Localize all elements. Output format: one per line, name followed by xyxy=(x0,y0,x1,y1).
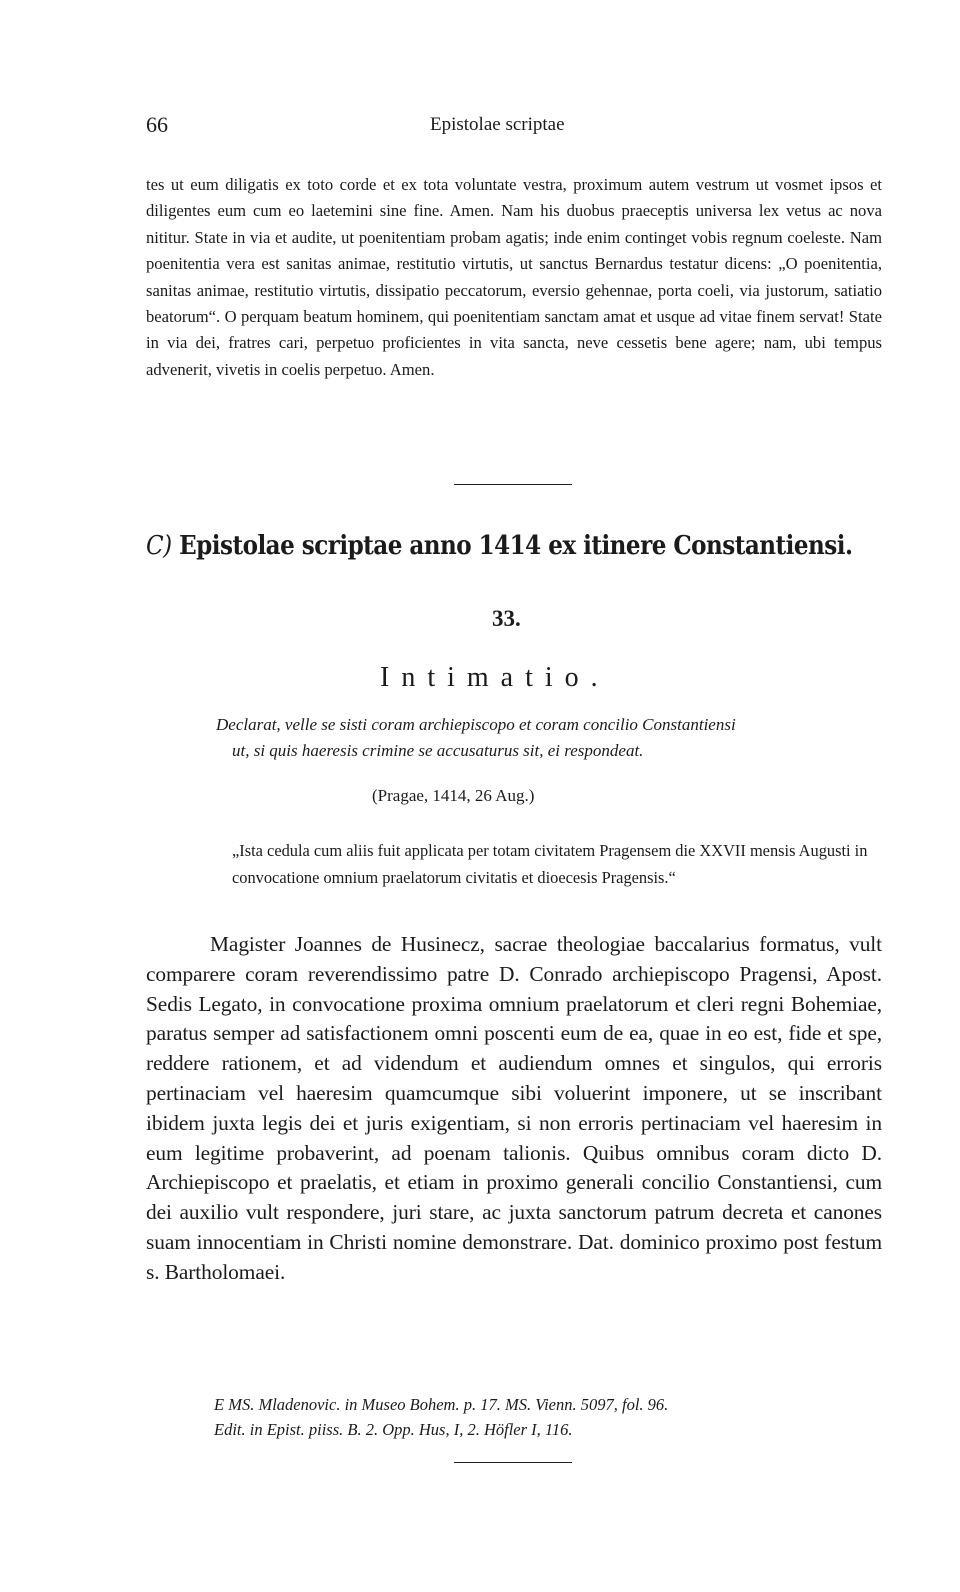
main-text xyxy=(146,930,882,1288)
section-heading xyxy=(146,530,853,561)
document-summary xyxy=(216,712,896,764)
main-text-body: Magister Joannes de Husinecz, sacrae theologiae baccalarius formatus, vult comparere coram reverendissimo patre D. Conrado archiepiscopo Pragensi, Apost. Sedis Legato, in convocatione proxima omnium praelatorum et cleri regni Bohemiae, paratus semper ad satisfactionem omni poscenti eum de ea, quae in eo est, fide et spe, reddere rationem, et ad videndum et audiendum omnes et singulos, qui erroris pertinaciam vel haeresim quamcumque sibi voluerint imponere, ut se inscribant ibidem juxta legis dei et juris exigentiam, si non erroris pertinaciam vel haeresim in eum legitime probaverint, ad poenam talionis. Quibus omnibus coram dicto D. Archiepiscopo et praelatis, et etiam in proximo generali concilio Constantiensi, cum dei auxilio vult respondere, juri stare, ac juxta sanctorum patrum decreta et canones suam innocentiam in Christi nomine demonstrare. Dat. dominico proximo post festum s. Bartholomaei. xyxy=(146,932,882,1284)
summary-line: Declarat, velle se sisti coram archiepiscopo et coram concilio Constantiensi xyxy=(216,715,736,734)
dateline: (Pragae, 1414, 26 Aug.) xyxy=(372,786,535,805)
end-divider xyxy=(454,1462,572,1463)
sources-line: E MS. Mladenovic. in Museo Bohem. p. 17. MS. Vienn. 5097, fol. 96. xyxy=(214,1395,669,1414)
section-letter: C) xyxy=(146,530,172,561)
intro-paragraph: tes ut eum diligatis ex toto corde et ex tota voluntate vestra, proximum autem vestrum ut vosmet ipsos et diligentes eum cum eo laetemini sine fine. Amen. Nam his duobus praeceptis universa lex vetus ac nova nititur. State in via et audite, ut poenitentiam probam agatis; inde enim continget vobis regnum coeleste. Nam poenitentia vera est sanitas animae, restitutio virtutis, ut sanctus Bernardus testatur dicens: „O poenitentia, sanitas animae, restitutio virtutis, dissipatio peccatorum, eversio gehennae, porta coeli, via justorum, satiatio beatorum“. O perquam beatum hominem, qui poenitentiam sanctam amat et usque ad vitae finem servat! State in via dei, fratres cari, perpetuo proficientes in vita sancta, neve cessetis bene agere; nam, ubi tempus advenerit, vivetis in coelis perpetuo. Amen. xyxy=(146,175,882,379)
document-number: 33. xyxy=(492,606,521,631)
sources-line: Edit. in Epist. piiss. B. 2. Opp. Hus, I, 2. Höfler I, 116. xyxy=(214,1420,573,1439)
running-title: Epistolae scriptae xyxy=(430,114,565,135)
document-title: Intimatio. xyxy=(380,662,610,693)
section-heading-text: Epistolae scriptae anno 1414 ex itinere Constantiensi. xyxy=(179,530,853,561)
section-divider xyxy=(454,484,572,485)
archival-note: „Ista cedula cum aliis fuit applicata per totam civitatem Pragensem die XXVII mensis Augusti in convocatione omnium praelatorum civitatis et dioecesis Pragensis.“ xyxy=(232,841,868,887)
sources-note xyxy=(214,1392,894,1442)
summary-line: ut, si quis haeresis crimine se accusaturus sit, ei respondeat. xyxy=(232,741,644,760)
page-header xyxy=(146,112,886,144)
page-number: 66 xyxy=(146,112,168,137)
